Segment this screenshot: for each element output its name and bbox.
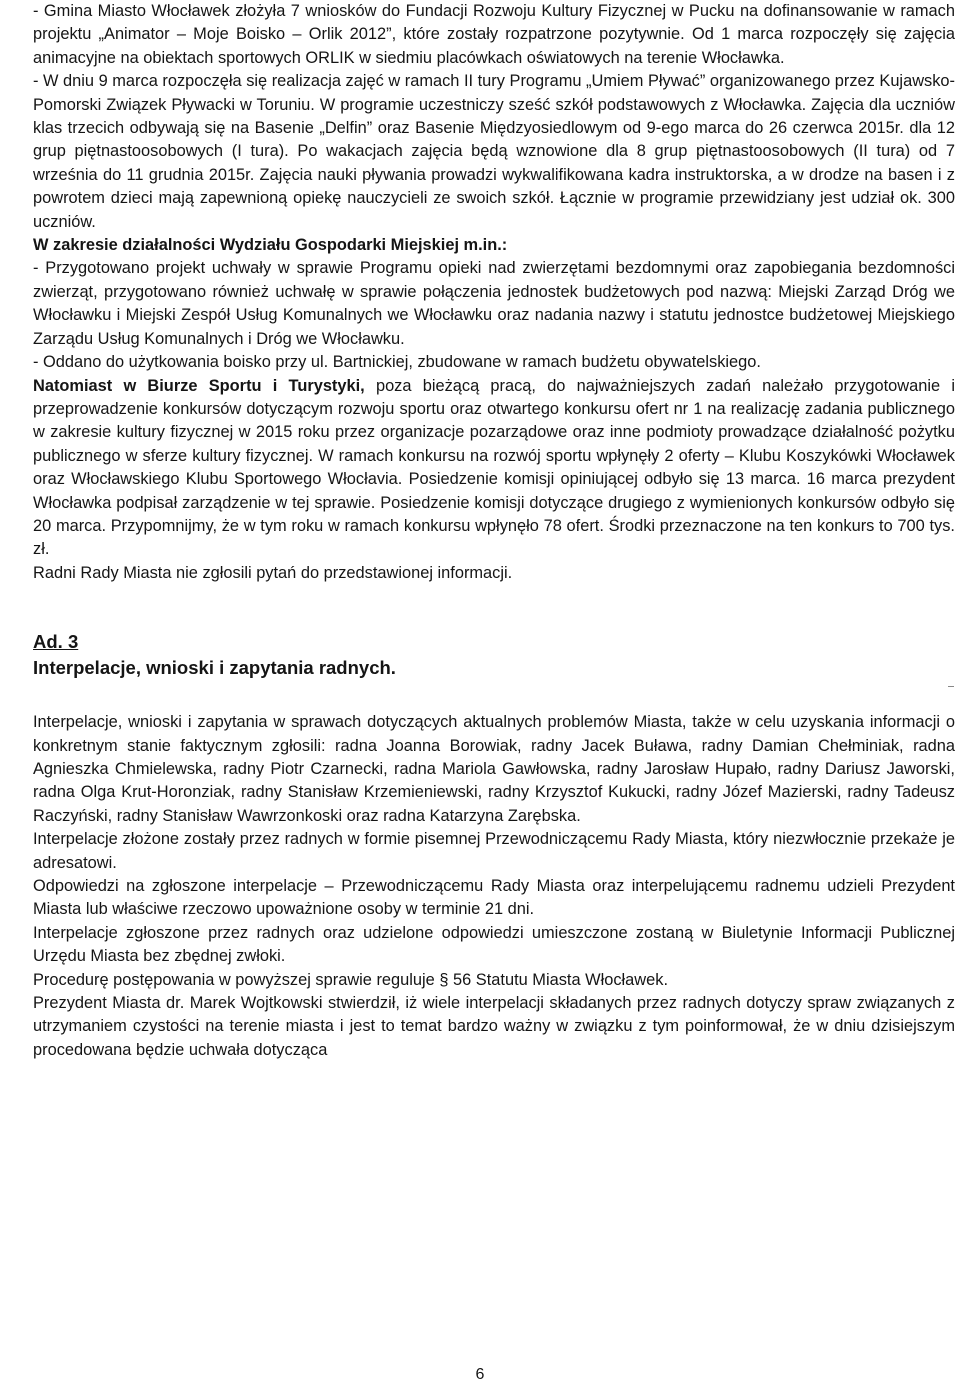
paragraph-president-statement: Prezydent Miasta dr. Marek Wojtkowski stwierdził, iż wiele interpelacji składanych przez radnych dotyczy spraw związanych z utrzymaniem czystości na terenie miasta i jest to temat bardzo ważny w związku z tym poinformował, że w dniu dzisiejszym procedowana będzie uchwała dotycząca [33,994,955,1059]
paragraph-bip: Interpelacje zgłoszone przez radnych oraz udzielone odpowiedzi umieszczone zostaną w Biuletynie Informacji Publicznej Urzędu Miasta bez zbędnej zwłoki. [33,923,955,966]
section-heading-municipal-economy: W zakresie działalności Wydziału Gospodarki Miejskiej m.in.: [33,236,508,255]
paragraph-animal-program: - Przygotowano projekt uchwały w sprawie Programu opieki nad zwierzętami bezdomnymi oraz zapobiegania bezdomności zwierząt, przygotowano również uchwałę w sprawie połączenia jednostek budżetowych pod nazwą: Miejski Zarząd Dróg we Włocławku i Miejski Zespół Usług Komunalnych we Włocławku oraz nadania nazwy i statutu jednostce budżetowej Miejskiego Zarządu Usług Komunalnych i Dróg we Włocławku. [33,259,955,348]
paragraph-procedure: Procedurę postępowania w powyższej sprawie reguluje § 56 Statutu Miasta Włocławek. [33,970,669,989]
paragraph-interpellations-list: Interpelacje, wnioski i zapytania w sprawach dotyczących aktualnych problemów Miasta, także w celu uzyskania informacji o konkretnym stanie faktycznym zgłosili: radna Joanna Borowiak, radny Jacek Buława, radny Damian Chełminiak, radna Agnieszka Chmielewska, radny Piotr Czarnecki, radna Mariola Gawłowska, radny Jarosław Hupało, radny Dariusz Jaworski, radna Olga Krut-Horonziak, radny Stanisław Krzemieniewski, radny Krzysztof Kukucki, radny Józef Mazierski, radny Tadeusz Raczyński, radny Stanisław Wawrzonkoski oraz radna Katarzyna Zarębska. [33,713,955,825]
margin-mark [948,686,954,687]
paragraph-responses: Odpowiedzi na zgłoszone interpelacje – Przewodniczącemu Rady Miasta oraz interpelującemu radnemu udzieli Prezydent Miasta lub właściwe rzeczowo upoważnione osoby w terminie 21 dni. [33,877,955,919]
paragraph-swimming-program: - W dniu 9 marca rozpoczęła się realizacja zajęć w ramach II tury Programu „Umiem Pływać” organizowanego przez Kujawsko-Pomorski Związek Pływacki w Toruniu. W programie uczestniczy sześć szkół podstawowych z Włocławka. Zajęcia dla uczniów klas trzecich odbywają się na Basenie „Delfin” oraz Basenie Międzyosiedlowym od 9-ego marca do 26 czerwca 2015r. dla 12 grup piętnastoosobowych (I tura). Po wakacjach zajęcia będą wznowione dla 8 grup piętnastoosobowych (II tura) od 7 września do 11 grudnia 2015r. Zajęcia nauki pływania prowadzi wykwalifikowana kadra instruktorska, a w drodze na basen i z powrotem dzieci mają zapewnioną opiekę nauczycieli ze swoich szkół. Łącznie w programie przewidziany jest udział ok. 300 uczniów. [33,72,955,231]
paragraph-written-form: Interpelacje złożone zostały przez radnych w formie pisemnej Przewodniczącemu Rady Miasta, który niezwłocznie przekaże je adresatowi. [33,830,955,872]
agenda-item-label: Ad. 3 [33,631,79,653]
paragraph-no-questions: Radni Rady Miasta nie zgłosili pytań do przedstawionej informacji. [33,563,513,582]
paragraph-orlik: - Gmina Miasto Włocławek złożyła 7 wniosków do Fundacji Rozwoju Kultury Fizycznej w Pucku na dofinansowanie w ramach projektu „Animator – Moje Boisko – Orlik 2012”, które zostały rozpatrzone pozytywnie. Od 1 marca rozpoczęły się zajęcia animacyjne na obiektach sportowych ORLIK w siedmiu placówkach oświatowych na terenie Włocławka. [33,2,955,67]
paragraph-sport-office [33,375,955,562]
paragraph-pitch-opening: - Oddano do użytkowania boisko przy ul. Bartnickiej, zbudowane w ramach budżetu obywatelskiego. [33,353,761,372]
agenda-item-heading: Interpelacje, wnioski i zapytania radnych. [33,657,396,679]
sport-office-lead: Natomiast w Biurze Sportu i Turystyki, [33,376,365,395]
sport-office-text: poza bieżącą pracą, do najważniejszych zadań należało przygotowanie i przeprowadzenie konkursów dotyczącym rozwoju sportu oraz otwartego konkursu ofert nr 1 na realizację zadania publicznego w zakresie kultury fizycznej w 2015 roku przez organizacje pozarządowe oraz inne podmioty prowadzące działalność pożytku publicznego w sferze kultury fizycznej. W ramach konkursu na rozwój sportu wpłynęły 2 oferty – Klubu Koszykówki Włocławek oraz Włocławskiego Klubu Sportowego Włocłavia. Posiedzenie komisji opiniującej odbyło się 13 marca. 16 marca prezydent Włocławka podpisał zarządzenie w tej sprawie. Posiedzenie komisji dotyczące drugiego z wymienionych konkursów odbyło się 20 marca. Przypomnijmy, że w tym roku w ramach konkursu wpłynęło 78 ofert. Środki przeznaczone na ten konkurs to 700 tys. zł. [33,376,955,559]
document-body [33,0,955,1062]
page-number: 6 [475,1366,485,1383]
